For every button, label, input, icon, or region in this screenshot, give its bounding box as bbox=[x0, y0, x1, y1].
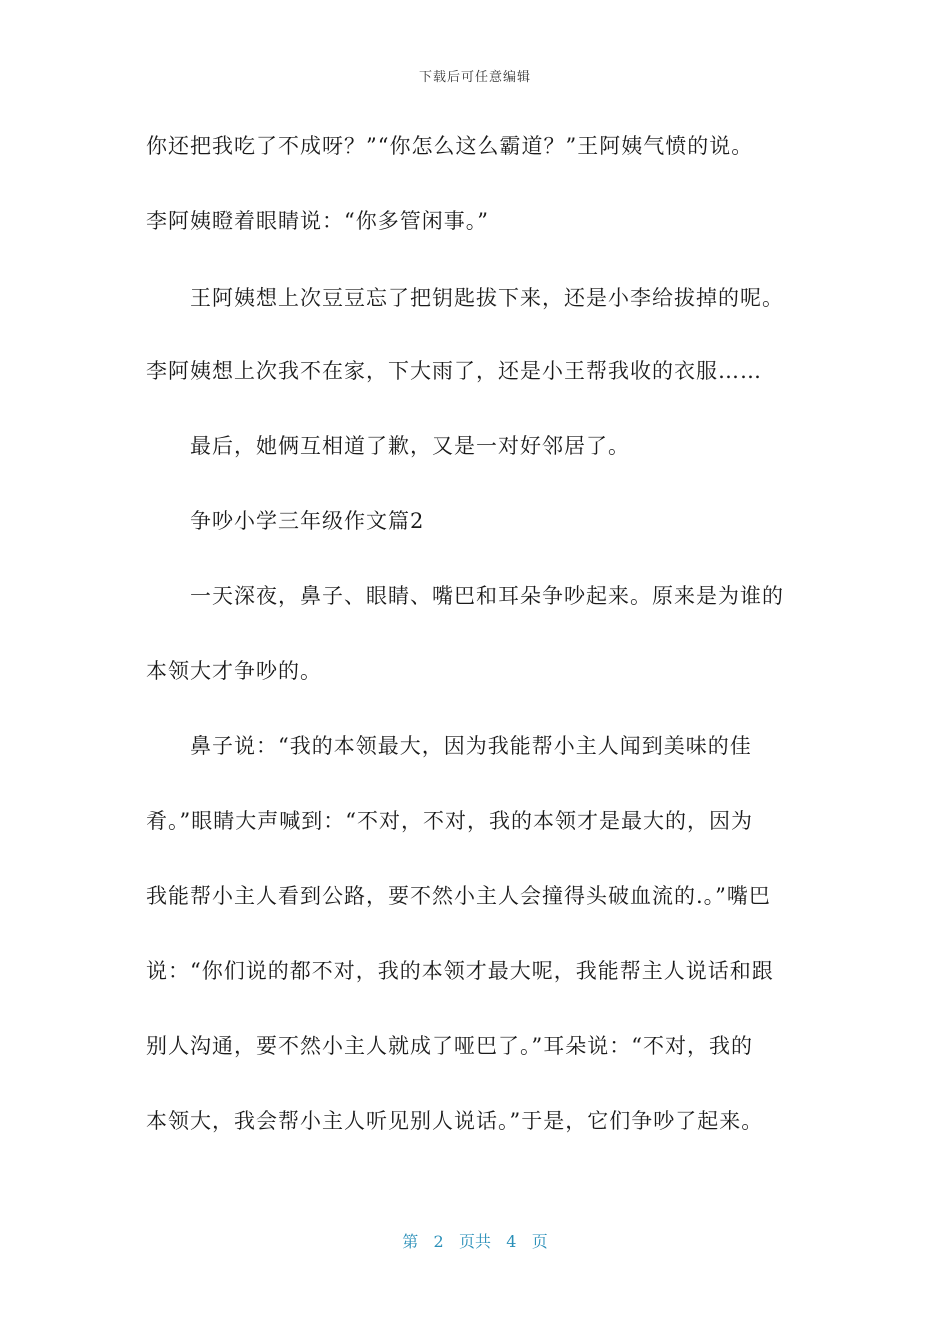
footer-prefix: 第 bbox=[402, 1232, 419, 1251]
text-line-12: 说：“你们说的都不对，我的本领才最大呢，我能帮主人说话和跟 bbox=[146, 959, 774, 983]
text-line-8: 本领大才争吵的。 bbox=[146, 659, 322, 683]
text-line-14: 本领大，我会帮小主人听见别人说话。”于是，它们争吵了起来。 bbox=[146, 1109, 764, 1133]
current-page-number: 2 bbox=[433, 1232, 444, 1251]
page-header: 下载后可任意编辑 bbox=[418, 70, 531, 85]
text-line-3: 王阿姨想上次豆豆忘了把钥匙拔下来，还是小李给拔掉的呢。 bbox=[190, 286, 784, 310]
text-line-4: 李阿姨想上次我不在家，下大雨了，还是小王帮我收的衣服…… bbox=[146, 359, 762, 383]
text-line-11: 我能帮小主人看到公路，要不然小主人会撞得头破血流的.。”嘴巴 bbox=[146, 884, 771, 908]
page-footer bbox=[0, 1229, 950, 1252]
text-line-1: 你还把我吃了不成呀？”“你怎么这么霸道？”王阿姨气愤的说。 bbox=[146, 134, 754, 158]
footer-mid: 页共 bbox=[458, 1232, 491, 1251]
text-line-2: 李阿姨瞪着眼睛说：“你多管闲事。” bbox=[146, 209, 489, 233]
text-line-13: 别人沟通，要不然小主人就成了哑巴了。”耳朵说：“不对，我的 bbox=[146, 1034, 753, 1058]
section-heading: 争吵小学三年级作文篇2 bbox=[190, 509, 425, 533]
total-pages-number: 4 bbox=[506, 1232, 517, 1251]
text-line-5: 最后，她俩互相道了歉，又是一对好邻居了。 bbox=[190, 434, 630, 458]
text-line-7: 一天深夜，鼻子、眼睛、嘴巴和耳朵争吵起来。原来是为谁的 bbox=[190, 584, 784, 608]
text-line-9: 鼻子说：“我的本领最大，因为我能帮小主人闻到美味的佳 bbox=[190, 734, 752, 758]
footer-suffix: 页 bbox=[531, 1232, 548, 1251]
text-line-10: 肴。”眼睛大声喊到：“不对，不对，我的本领才是最大的，因为 bbox=[146, 809, 753, 833]
